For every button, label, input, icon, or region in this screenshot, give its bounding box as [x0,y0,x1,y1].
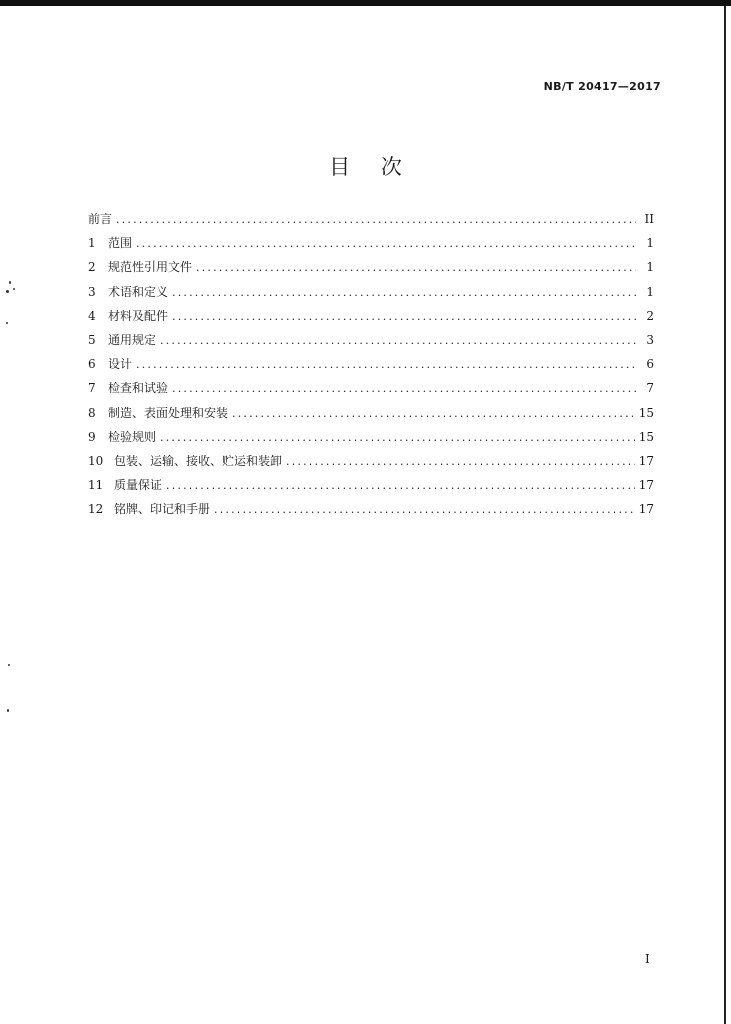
page-number: I [645,952,650,966]
toc-leader [116,213,636,226]
toc-entry-11 [88,476,654,500]
toc-leader [172,286,636,299]
scan-speck [6,322,8,324]
toc-entry-number: 1 [88,236,96,251]
toc-entry-title: 前言 [88,212,113,226]
toc-entry-number: 12 [88,502,104,517]
toc-leader [166,479,635,492]
toc-entry-page: 6 [646,357,654,372]
toc-entry-1 [88,234,654,258]
scan-speck [13,288,15,290]
toc-entry-2 [88,258,654,282]
toc-entry-page: 1 [646,236,654,251]
scan-top-edge [0,0,731,6]
toc-entry-number: 8 [88,405,96,420]
toc-entry-page: 15 [638,405,654,420]
toc-leader [136,358,636,371]
toc-entry-page: 17 [638,502,654,517]
toc-entry-number: 6 [88,357,96,372]
toc-entry-title: 材料及配件 [108,308,169,323]
toc-entry-number: 11 [88,478,104,493]
toc-leader [172,382,636,395]
toc-entry-number: 4 [88,308,96,323]
toc-entry-page: 17 [638,478,654,493]
toc-entry-page: II [644,212,654,226]
toc-entry-title: 检查和试验 [108,381,169,396]
toc-entry-number: 2 [88,260,96,275]
toc-entry-title: 设计 [108,357,133,372]
toc-entry-page: 3 [646,332,654,347]
scan-speck [6,290,9,293]
toc-entry-title: 铭牌、印记和手册 [114,502,211,517]
toc-entry-foreword [88,210,654,234]
toc-entry-title: 术语和定义 [108,284,169,299]
toc-entry-page: 1 [646,284,654,299]
toc-entry-page: 15 [638,429,654,444]
toc-entry-title: 质量保证 [114,478,163,493]
toc-entry-title: 包装、运输、接收、贮运和装卸 [114,453,283,468]
toc-entry-page: 2 [646,308,654,323]
toc-entry-page: 17 [638,453,654,468]
toc-entry-number: 9 [88,429,96,444]
toc-leader [172,310,636,323]
toc-leader [196,261,636,274]
toc-entry-number: 7 [88,381,96,396]
toc-entry-5 [88,331,654,355]
scan-speck [8,664,10,666]
toc-leader [136,237,636,250]
toc-list [88,210,654,524]
toc-entry-number: 5 [88,332,96,347]
standard-code: NB/T 20417—2017 [543,80,661,93]
toc-entry-page: 1 [646,260,654,275]
toc-entry-10 [88,452,654,476]
toc-leader [214,503,635,516]
toc-heading: 目 次 [329,155,402,179]
scan-speck [7,709,9,712]
toc-entry-7 [88,379,654,403]
toc-leader [160,334,636,347]
scan-speck [9,281,11,284]
toc-entry-page: 7 [646,381,654,396]
toc-entry-6 [88,355,654,379]
toc-entry-number: 3 [88,284,96,299]
toc-entry-12 [88,500,654,524]
toc-leader [286,455,635,468]
toc-entry-title: 检验规则 [108,429,157,444]
toc-entry-8 [88,404,654,428]
toc-entry-3 [88,283,654,307]
toc-entry-number: 10 [88,453,104,468]
toc-entry-title: 规范性引用文件 [108,260,193,275]
toc-entry-title: 范围 [108,236,133,251]
toc-entry-9 [88,428,654,452]
toc-entry-title: 制造、表面处理和安装 [108,405,229,420]
toc-entry-4 [88,307,654,331]
toc-leader [232,407,635,420]
toc-leader [160,431,635,444]
toc-entry-title: 通用规定 [108,332,157,347]
